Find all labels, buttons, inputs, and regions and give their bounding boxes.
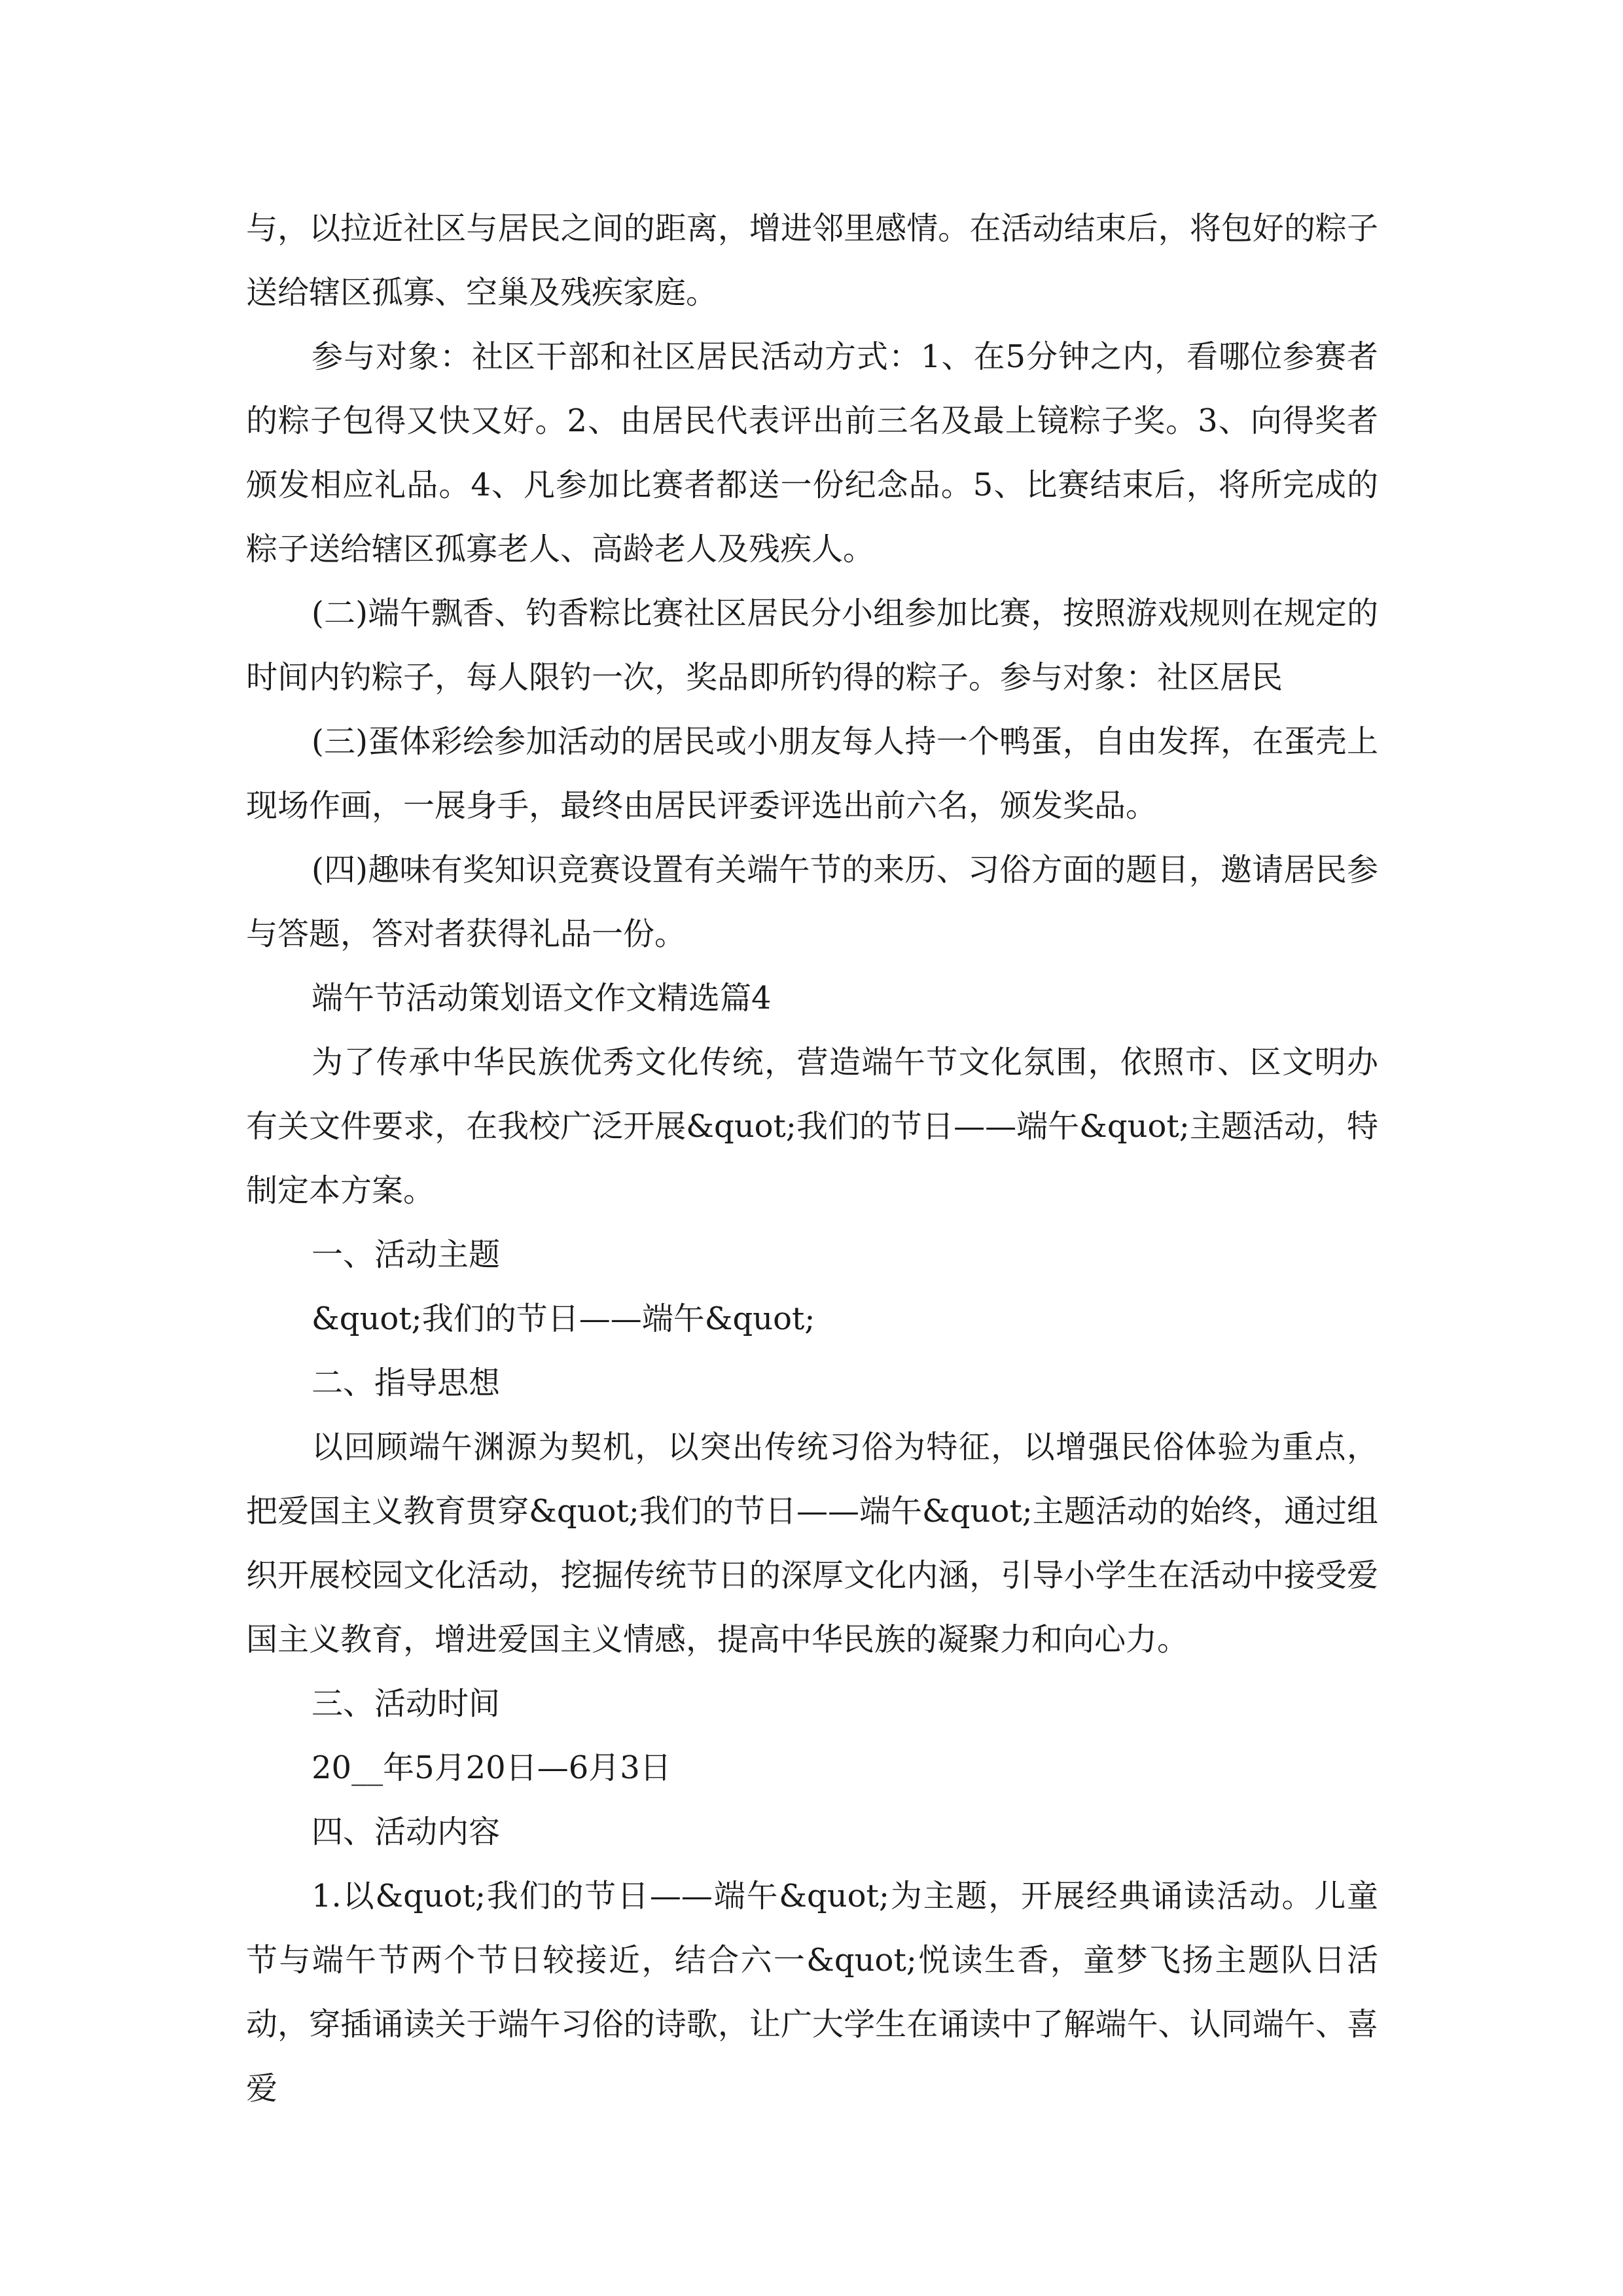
paragraph-activity-three: (三)蛋体彩绘参加活动的居民或小朋友每人持一个鸭蛋，自由发挥，在蛋壳上现场作画，一展身手，最终由居民评委评选出前六名，颁发奖品。 (246, 723, 1378, 824)
heading-guiding-idea: 二、指导思想 (312, 1365, 501, 1401)
theme-text: &quot;我们的节日——端午&quot; (312, 1300, 815, 1337)
section-title: 端午节活动策划语文作文精选篇4 (312, 980, 772, 1016)
paragraph-guiding-idea: 以回顾端午渊源为契机，以突出传统习俗为特征，以增强民俗体验为重点，把爱国主义教育贯穿&quot;我们的节日——端午&quot;主题活动的始终，通过组织开展校园文化活动，挖掘传统节日的深厚文化内涵，引导小学生在活动中接受爱国主义教育，增进爱国主义情感，提高中华民族的凝聚力和向心力。 (246, 1429, 1378, 1658)
heading-theme: 一、活动主题 (312, 1236, 501, 1273)
paragraph-purpose: 为了传承中华民族优秀文化传统，营造端午节文化氛围，依照市、区文明办有关文件要求，在我校广泛开展&quot;我们的节日——端午&quot;主题活动，特制定本方案。 (246, 1044, 1378, 1209)
heading-activity-content: 四、活动内容 (312, 1814, 501, 1850)
heading-activity-time: 三、活动时间 (312, 1685, 501, 1722)
activity-date-range: 20__年5月20日—6月3日 (312, 1749, 671, 1786)
paragraph-activity-two: (二)端午飘香、钓香粽比赛社区居民分小组参加比赛，按照游戏规则在规定的时间内钓粽子，每人限钓一次，奖品即所钓得的粽子。参与对象：社区居民 (246, 595, 1378, 696)
paragraph-participants: 参与对象：社区干部和社区居民活动方式：1、在5分钟之内，看哪位参赛者的粽子包得又快又好。2、由居民代表评出前三名及最上镜粽子奖。3、向得奖者颁发相应礼品。4、凡参加比赛者都送一份纪念品。5、比赛结束后，将所完成的粽子送给辖区孤寡老人、高龄老人及残疾人。 (246, 338, 1378, 567)
paragraph-activity-four: (四)趣味有奖知识竞赛设置有关端午节的来历、习俗方面的题目，邀请居民参与答题，答对者获得礼品一份。 (246, 852, 1378, 952)
paragraph-intro-continued: 与，以拉近社区与居民之间的距离，增进邻里感情。在活动结束后，将包好的粽子送给辖区孤寡、空巢及残疾家庭。 (246, 210, 1378, 311)
document-body (246, 196, 1378, 2121)
paragraph-content-one: 1.以&quot;我们的节日——端午&quot;为主题，开展经典诵读活动。儿童节与端午节两个节日较接近，结合六一&quot;悦读生香，童梦飞扬主题队日活动，穿插诵读关于端午习俗的诗歌，让广大学生在诵读中了解端午、认同端午、喜爱 (246, 1878, 1378, 2107)
